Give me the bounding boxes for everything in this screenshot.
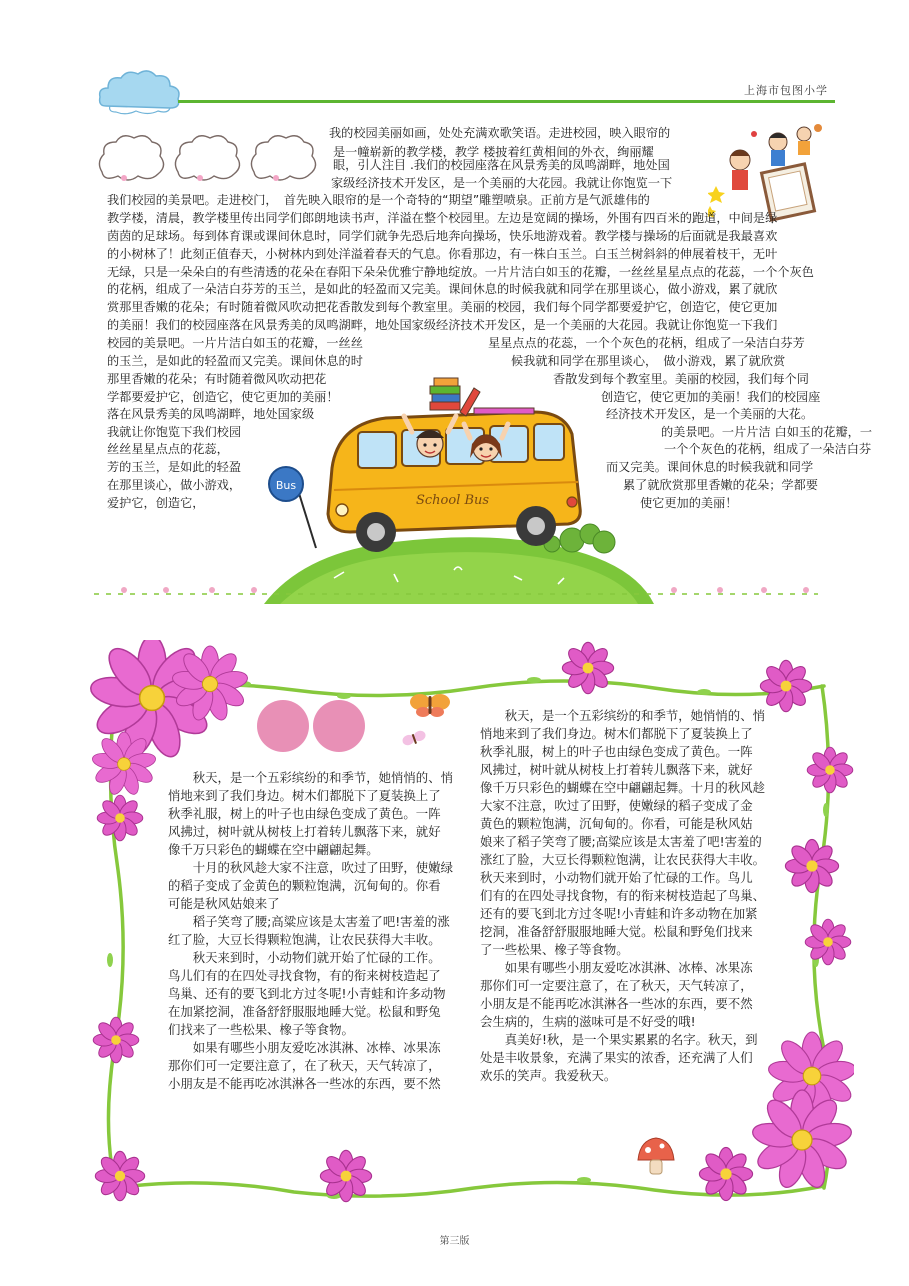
campus-text-line: 的美丽！我们的校园座落在风景秀美的凤鸣湖畔，地处国家级经济技术开发区，是一个美丽的大花园。我就让你饱览一下我们 bbox=[107, 318, 778, 332]
campus-text-line: 丝丝星星点点的花蕊， bbox=[107, 442, 229, 456]
campus-text-line: 家级经济技术开发区，是一个美丽的大花园。我就让你饱览一下 bbox=[331, 176, 673, 190]
campus-text-line: 累了就欣赏那里香嫩的花朵；学都要 bbox=[623, 478, 818, 492]
autumn-right-text-line: 欢乐的笑声。我爱秋天。 bbox=[480, 1068, 617, 1083]
campus-text-line: 经济技术开发区，是一个美丽的大花。 bbox=[606, 407, 814, 421]
autumn-left-text-line: 鸟儿们有的在四处寻找食物，有的衔来树枝造起了 bbox=[168, 968, 441, 983]
pink-circle-decoration bbox=[313, 700, 365, 752]
campus-text-line: 是一幢崭新的教学楼，教学 楼披着红黄相间的外衣，绚丽耀 bbox=[333, 145, 654, 159]
campus-text-line: 芳的玉兰，是如此的轻盈 bbox=[107, 460, 242, 474]
autumn-right-text-line: 那你们可一定要注意了，在了秋天，天气转凉了， bbox=[480, 978, 753, 993]
autumn-left-text-line: 秋天来到时，小动物们就开始了忙碌的工作。 bbox=[168, 950, 441, 965]
autumn-right-text-line: 了一些松果、橡子等食物。 bbox=[480, 942, 629, 957]
page-number: 第三版 bbox=[439, 1236, 470, 1247]
campus-text-line: 无绿，只是一朵朵白的有些清透的花朵在春阳下朵朵优雅宁静地绽放。一片片洁白如玉的花瓣，一丝丝星星点点的花蕊，一个个灰色 bbox=[107, 265, 814, 279]
campus-text-line: 香散发到每个教室里。美丽的校园，我们每个同 bbox=[553, 372, 809, 386]
autumn-left-text-line: 秋季礼服，树上的叶子也由绿色变成了黄色。一阵 bbox=[168, 806, 441, 821]
autumn-right-text-line: 如果有哪些小朋友爱吃冰淇淋、冰棒、冰果冻 bbox=[480, 960, 753, 975]
autumn-right-text-line: 秋天，是一个五彩缤纷的和季节，她悄悄的、悄 bbox=[480, 708, 765, 723]
campus-text-line: 那里香嫩的花朵；有时随着微风吹动把花 bbox=[107, 372, 327, 386]
autumn-left-text-line: 们找来了一些松果、橡子等食物。 bbox=[168, 1022, 354, 1037]
campus-text-line: 而又完美。课间休息的时候我就和同学 bbox=[606, 460, 814, 474]
campus-text-line: 校园的美景吧。一片片洁白如玉的花瓣，一丝丝 bbox=[107, 336, 363, 350]
campus-text-line: 我就让你饱览下我们校园 bbox=[107, 425, 242, 439]
autumn-left-text-line: 红了脸，大豆长得颗粒饱满，让农民获得大丰收。 bbox=[168, 932, 441, 947]
autumn-right-text-line: 像千万只彩色的蝴蝶在空中翩翩起舞。十月的秋风趁 bbox=[480, 780, 765, 795]
autumn-right-text-line: 秋天来到时，小动物们就开始了忙碌的工作。鸟儿 bbox=[480, 870, 753, 885]
autumn-left-text-line: 鸟巢、还有的要飞到北方过冬呢!小青蛙和许多动物 bbox=[168, 986, 446, 1001]
campus-text-line: 一个个灰色的花柄，组成了一朵洁白芬 bbox=[664, 442, 872, 456]
cloud-frame-decoration bbox=[94, 128, 328, 188]
campus-text-line: 的美景吧。一片片洁 白如玉的花瓣，一 bbox=[661, 425, 873, 439]
campus-text-line: 候我就和同学在那里谈心， 做小游戏，累了就欣赏 bbox=[511, 354, 786, 368]
school-bus-illustration bbox=[94, 372, 821, 608]
autumn-right-text-line: 还有的要飞到北方过冬呢!小青蛙和许多动物在加紧 bbox=[480, 906, 758, 921]
autumn-right-text-line: 会生病的，生病的滋味可是不好受的哦! bbox=[480, 1014, 696, 1029]
autumn-right-text-line: 挖洞，准备舒舒服服地睡大觉。松鼠和野兔们找来 bbox=[480, 924, 753, 939]
header-divider bbox=[178, 100, 835, 103]
bus-stop-sign-label: Bus bbox=[275, 479, 297, 492]
campus-text-line: 我的校园美丽如画，处处充满欢歌笑语。走进校园，映入眼帘的 bbox=[329, 126, 671, 140]
autumn-right-text-line: 们有的在四处寻找食物，有的衔来树枝造起了鸟巢、 bbox=[480, 888, 765, 903]
autumn-right-text-line: 小朋友是不能再吃冰淇淋各一些冰的东西，要不然 bbox=[480, 996, 753, 1011]
autumn-left-text-line: 风拂过，树叶就从树枝上打着转儿飘落下来，就好 bbox=[168, 824, 441, 839]
campus-text-line: 眼，引人注目 .我们的校园座落在风景秀美的凤鸣湖畔，地处国 bbox=[333, 158, 670, 172]
autumn-left-text-line: 可能是秋风姑娘来了 bbox=[168, 896, 280, 911]
campus-text-line: 的玉兰，是如此的轻盈而又完美。课间休息的时 bbox=[107, 354, 363, 368]
campus-text-line: 创造它，使它更加的美丽！我们的校园座 bbox=[601, 390, 821, 404]
autumn-left-text-line: 稻子笑弯了腰;高粱应该是太害羞了吧!害羞的涨 bbox=[168, 914, 450, 929]
autumn-left-text-line: 的稻子变成了金黄色的颗粒饱满，沉甸甸的。你看 bbox=[168, 878, 441, 893]
autumn-right-text-line: 娘来了稻子笑弯了腰;高粱应该是太害羞了吧!害羞的 bbox=[480, 834, 762, 849]
school-bus-label: School Bus bbox=[416, 493, 490, 508]
autumn-left-text-line: 十月的秋风趁大家不注意，吹过了田野，使嫩绿 bbox=[168, 860, 453, 875]
autumn-right-text-line: 风拂过，树叶就从树枝上打着转儿飘落下来，就好 bbox=[480, 762, 753, 777]
campus-text-line: 使它更加的美丽！ bbox=[640, 496, 738, 510]
autumn-left-text-line: 如果有哪些小朋友爱吃冰淇淋、冰棒、冰果冻 bbox=[168, 1040, 441, 1055]
autumn-left-text-line: 像千万只彩色的蝴蝶在空中翩翩起舞。 bbox=[168, 842, 379, 857]
school-name: 上海市包图小学 bbox=[744, 84, 828, 97]
campus-text-line: 学都要爱护它，创造它，使它更加的美丽！ bbox=[107, 390, 339, 404]
autumn-left-text-line: 在加紧挖洞，准备舒舒服服地睡大觉。松鼠和野兔 bbox=[168, 1004, 441, 1019]
autumn-right-text-line: 涨红了脸，大豆长得颗粒饱满，让农民获得大丰收。 bbox=[480, 852, 765, 867]
campus-text-line: 爱护它，创造它， bbox=[107, 496, 205, 510]
autumn-left-text-line: 秋天，是一个五彩缤纷的和季节，她悄悄的、悄 bbox=[168, 770, 453, 785]
autumn-right-text-line: 处是丰收景象，充满了果实的浓香，还充满了人们 bbox=[480, 1050, 753, 1065]
campus-text-line: 的小树林了！此刻正值春天，小树林内到处洋溢着春天的气息。你看那边，有一株白玉兰。白玉兰树斜斜的伸展着枝干，无叶 bbox=[107, 247, 778, 261]
campus-text-line: 茵茵的足球场。每到体育课或课间休息时，同学们就争先恐后地奔向操场，快乐地游戏着。教学楼与操场的后面就是我最喜欢 bbox=[107, 229, 778, 243]
campus-text-line: 落在风景秀美的凤鸣湖畔，地处国家级 bbox=[107, 407, 315, 421]
autumn-right-text-line: 黄色的颗粒饱满，沉甸甸的。你看，可能是秋风姑 bbox=[480, 816, 753, 831]
autumn-right-text-line: 悄地来到了我们身边。树木们都脱下了夏装换上了 bbox=[480, 726, 753, 741]
autumn-left-text-line: 小朋友是不能再吃冰淇淋各一些冰的东西，要不然 bbox=[168, 1076, 441, 1091]
pink-circle-decoration bbox=[257, 700, 309, 752]
autumn-left-text-line: 那你们可一定要注意了，在了秋天，天气转凉了， bbox=[168, 1058, 441, 1073]
autumn-right-text-line: 秋季礼服，树上的叶子也由绿色变成了黄色。一阵 bbox=[480, 744, 753, 759]
campus-text-line: 在那里谈心，做小游戏， bbox=[107, 478, 242, 492]
campus-text-line: 赏那里香嫩的花朵；有时随着微风吹动把花香散发到每个教室里。美丽的校园，我们每个同学都要爱护它，创造它，使它更加 bbox=[107, 300, 778, 314]
autumn-right-text-line: 真美好!秋，是一个果实累累的名字。秋天，到 bbox=[480, 1032, 758, 1047]
campus-text-line: 我们校园的美景吧。走进校门， 首先映入眼帘的是一个奇特的“期望”雕塑喷泉。正前方是气派雄伟的 bbox=[107, 193, 650, 207]
autumn-right-text-line: 大家不注意，吹过了田野，使嫩绿的稻子变成了金 bbox=[480, 798, 753, 813]
header-cloud-icon bbox=[96, 66, 184, 118]
campus-text-line: 教学楼，清晨，教学楼里传出同学们郎朗地读书声，洋溢在整个校园里。左边是宽阔的操场，外围有四百米的跑道，中间是绿 bbox=[107, 211, 778, 225]
campus-text-line: 的花柄，组成了一朵洁白芬芳的玉兰，是如此的轻盈而又完美。课间休息的时候我就和同学在那里谈心，做小游戏，累了就欣 bbox=[107, 282, 778, 296]
campus-text-line: 星星点点的花蕊，一个个灰色的花柄，组成了一朵洁白芬芳 bbox=[488, 336, 805, 350]
autumn-left-text-line: 悄地来到了我们身边。树木们都脱下了夏装换上了 bbox=[168, 788, 441, 803]
